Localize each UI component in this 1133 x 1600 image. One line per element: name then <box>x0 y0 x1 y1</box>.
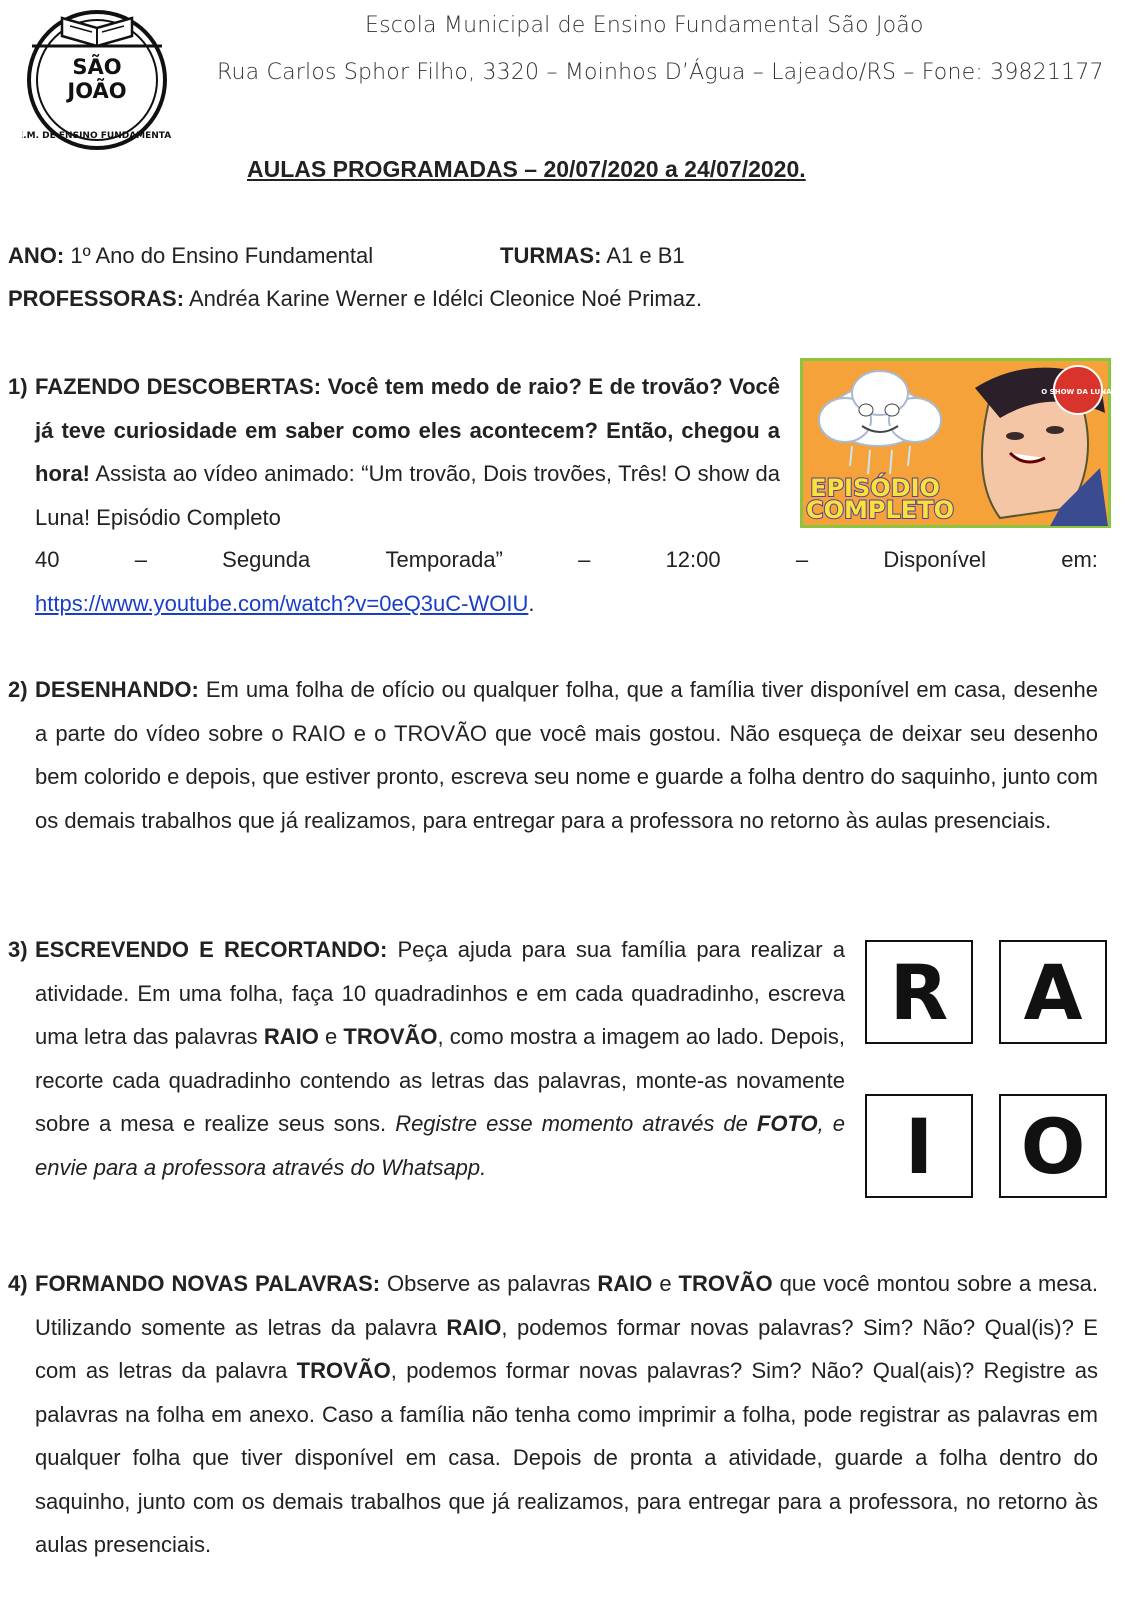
line6-word: Disponível <box>883 547 987 572</box>
section-4-t3: que você montou sobre a mesa. Utilizando somente as letras da palavra <box>35 1271 1098 1340</box>
word-trovao: TROVÃO <box>296 1358 391 1383</box>
episode-caption-1: EPISÓDIO <box>810 474 940 502</box>
info-turmas <box>500 243 685 269</box>
section-3-i3: , e envie para a professora através do Whatsapp. <box>35 1111 845 1180</box>
luna-episode-thumbnail <box>800 358 1111 528</box>
word-trovao: TROVÃO <box>678 1271 773 1296</box>
turmas-label: TURMAS: <box>500 243 602 268</box>
line6-word: – <box>795 547 809 572</box>
section-3-t1: Peça ajuda para sua família para realizar a atividade. Em uma folha, faça 10 quadradinhos e em cada quadradinho, escreva uma letra das palavras <box>35 937 845 1049</box>
professoras-label: PROFESSORAS: <box>8 286 185 311</box>
letter-box-r: R <box>865 940 973 1044</box>
word-trovao: TROVÃO <box>343 1024 438 1049</box>
section-4-number: 4) <box>8 1271 28 1296</box>
section-4-t4: , podemos formar novas palavras? Sim? Não? Qual(is)? E com as letras da palavra <box>35 1314 1098 1383</box>
section-3-text <box>35 928 845 1189</box>
section-2-text <box>35 668 1098 842</box>
info-ano-row <box>8 243 373 269</box>
section-1-number: 1) <box>8 374 28 399</box>
logo-text-em: E.M. DE ENSINO FUNDAMENTAL <box>22 131 172 141</box>
section-3-number: 3) <box>8 937 28 962</box>
section-2-number: 2) <box>8 677 28 702</box>
section-3-t2: e <box>325 1024 338 1049</box>
logo-text-sao: SÃO <box>72 55 122 79</box>
letter-box-i: I <box>865 1094 973 1198</box>
word-raio: RAIO <box>446 1314 502 1340</box>
youtube-link[interactable]: https://www.youtube.com/watch?v=0eQ3uC-WOIU <box>35 591 529 616</box>
school-logo <box>22 2 172 152</box>
line6-word: 12:00 <box>665 547 721 572</box>
section-1-line-6 <box>35 538 1098 582</box>
episode-caption-2: COMPLETO <box>806 496 954 524</box>
school-name: Escola Municipal de Ensino Fundamental São João <box>365 13 924 38</box>
letter-box-o: O <box>999 1094 1107 1198</box>
section-4-heading: FORMANDO NOVAS PALAVRAS: <box>35 1271 381 1296</box>
section-1-bold-text: Você tem medo de raio? E de trovão? Você já teve curiosidade em saber como eles acontecem? Então, chegou a hora! <box>35 374 780 486</box>
section-3-i1: Registre esse momento através de <box>395 1111 748 1136</box>
word-raio: RAIO <box>597 1271 653 1296</box>
ano-label: ANO: <box>8 243 65 268</box>
letter-box-a: A <box>999 940 1107 1044</box>
professoras-value: Andréa Karine Werner e Idélci Cleonice Noé Primaz. <box>188 286 703 311</box>
section-4-text <box>35 1262 1098 1567</box>
ano-value: 1º Ano do Ensino Fundamental <box>70 243 374 268</box>
section-4-t1: Observe as palavras <box>387 1271 591 1296</box>
line6-word: – <box>134 547 147 572</box>
section-1-heading: FAZENDO DESCOBERTAS: <box>35 374 322 399</box>
line6-word: em: <box>1061 547 1098 572</box>
section-1-text <box>35 365 780 539</box>
section-4-t5: , podemos formar novas palavras? Sim? Não? Qual(ais)? Registre as palavras na folha em anexo. Caso a família não tenha como imprimir a folha, pode registrar as palavras em qualquer folha que tiver disponível em casa. Depois de pronta a atividade, guarde a folha dentro do saquinho, junto com os demais trabalhos que já realizamos, para entregar para a professora, no retorno às aulas presenciais. <box>35 1358 1099 1557</box>
word-raio: RAIO <box>263 1024 319 1049</box>
school-address: Rua Carlos Sphor Filho, 3320 – Moinhos D’Água – Lajeado/RS – Fone: 39821177 <box>217 60 1104 85</box>
section-1-link-line <box>35 582 535 626</box>
section-2-heading: DESENHANDO: <box>35 677 199 702</box>
line6-word: – <box>578 547 591 572</box>
section-4-t2: e <box>659 1271 672 1296</box>
luna-badge-text: O SHOW DA LUNA! <box>1041 388 1111 396</box>
section-3-t3: , como mostra a imagem ao lado. Depois, recorte cada quadradinho contendo as letras das palavras, monte-as novamente sobre a mesa e realize seus sons. <box>35 1024 845 1136</box>
page-title: AULAS PROGRAMADAS – 20/07/2020 a 24/07/2020. <box>247 156 806 182</box>
section-2-body: Em uma folha de ofício ou qualquer folha, que a família tiver disponível em casa, desenhe a parte do vídeo sobre o RAIO e o TROVÃO que você mais gostou. Não esqueça de deixar seu desenho bem colorido e depois, que estiver pronto, escreva seu nome e guarde a folha dentro do saquinho, junto com os demais trabalhos que já realizamos, para entregar para a professora no retorno às aulas presenciais. <box>35 677 1098 833</box>
info-professoras <box>8 286 702 312</box>
link-suffix: . <box>528 591 535 616</box>
section-1-body: Assista ao vídeo animado: “Um trovão, Dois trovões, Três! O show da Luna! Episódio Completo <box>35 461 780 530</box>
section-3-heading: ESCREVENDO E RECORTANDO: <box>35 937 388 962</box>
word-foto: FOTO <box>756 1111 818 1136</box>
logo-text-joao: JOÃO <box>67 79 127 103</box>
line6-word: Segunda <box>222 547 311 572</box>
turmas-value: A1 e B1 <box>606 243 685 268</box>
line6-word: 40 <box>35 547 60 572</box>
line6-word: Temporada” <box>385 547 503 572</box>
